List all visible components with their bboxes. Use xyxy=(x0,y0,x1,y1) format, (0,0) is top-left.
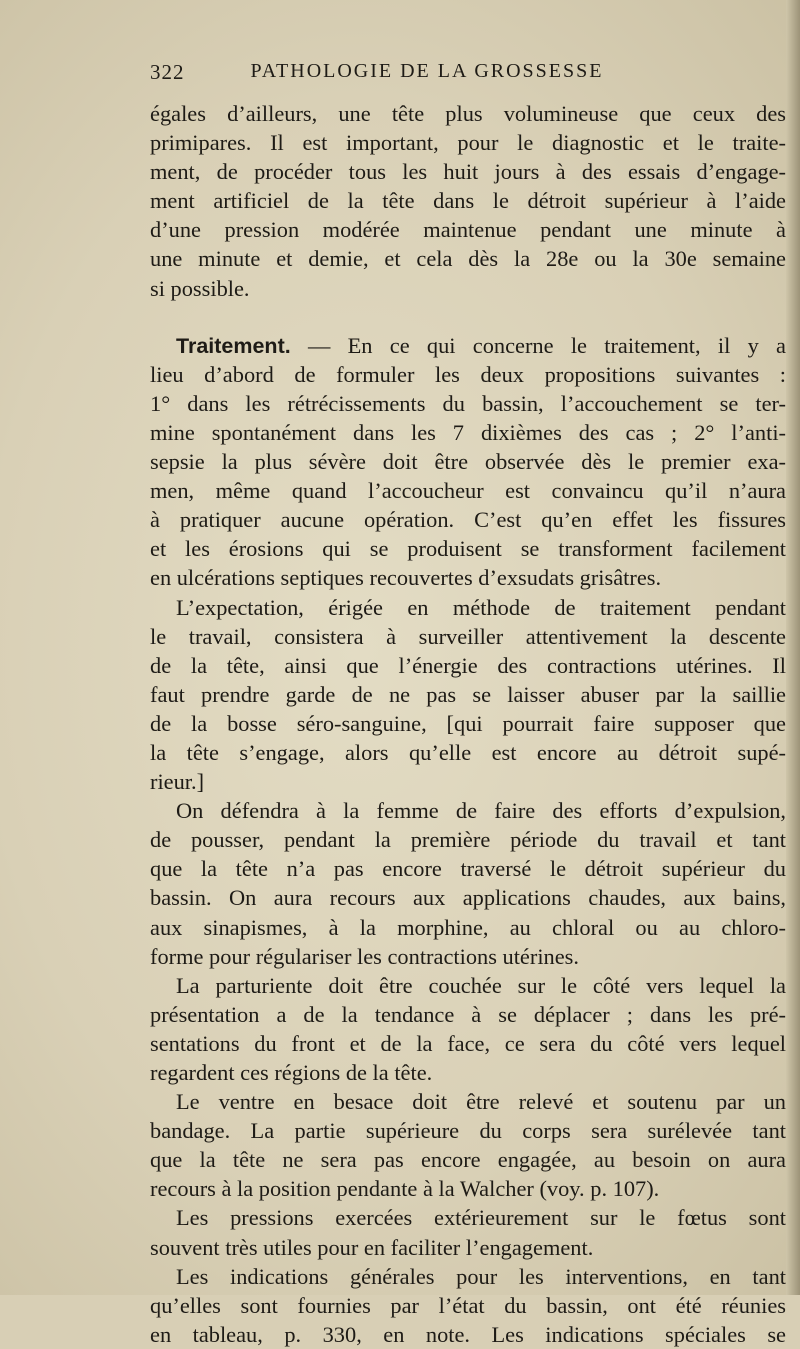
text-line: Les pressions exercées extérieurement sur le fœtus sont xyxy=(176,1205,786,1231)
text-line: qu’elles sont fournies par l’état du bassin, ont été réunies xyxy=(150,1292,786,1318)
text-line: On défendra à la femme de faire des efforts d’expulsion, xyxy=(176,798,786,824)
text-line: si possible. xyxy=(150,275,250,301)
body-text xyxy=(150,99,786,1349)
text-line: Le ventre en besace doit être relevé et soutenu par un xyxy=(176,1089,786,1115)
text-line: de la tête, ainsi que l’énergie des contractions utérines. Il xyxy=(150,652,786,678)
text-line: Les indications générales pour les interventions, en tant xyxy=(176,1263,786,1289)
text-line: recours à la position pendante à la Walcher (voy. p. 107). xyxy=(150,1176,660,1202)
text-line: en ulcérations septiques recouvertes d’exsudats grisâtres. xyxy=(150,565,662,591)
text-line: sepsie la plus sévère doit être observée dès le premier exa- xyxy=(150,449,786,475)
text-line: bassin. On aura recours aux applications chaudes, aux bains, xyxy=(150,885,786,911)
text-line: et les érosions qui se produisent se transforment facilement xyxy=(150,536,786,562)
text-line: primipares. Il est important, pour le diagnostic et le traite- xyxy=(150,130,786,156)
section-first-line xyxy=(150,331,786,360)
page-number: 322 xyxy=(150,60,185,84)
text-line: forme pour régulariser les contractions utérines. xyxy=(150,943,579,969)
text-line: 1° dans les rétrécissements du bassin, l’accouchement se ter- xyxy=(150,390,786,416)
text-line: lieu d’abord de formuler les deux propositions suivantes : xyxy=(150,361,786,387)
running-title: PATHOLOGIE DE LA GROSSESSE xyxy=(250,60,604,82)
text-line: à pratiquer aucune opération. C’est qu’en effet les fissures xyxy=(150,507,786,533)
text-line: la tête s’engage, alors qu’elle est encore au détroit supé- xyxy=(150,739,786,765)
page-header xyxy=(150,60,644,86)
text-line: présentation a de la tendance à se déplacer ; dans les pré- xyxy=(150,1001,786,1027)
text-line: men, même quand l’accoucheur est convaincu qu’il n’aura xyxy=(150,478,786,504)
text-line: faut prendre garde de ne pas se laisser abuser par la saillie xyxy=(150,681,786,707)
text-line: mine spontanément dans les 7 dixièmes des cas ; 2° l’anti- xyxy=(150,419,786,445)
text-line: égales d’ailleurs, une tête plus volumineuse que ceux des xyxy=(150,101,786,126)
text-line: rieur.] xyxy=(150,769,205,795)
text-line: le travail, consistera à surveiller attentivement la descente xyxy=(150,623,786,649)
paragraph-gap xyxy=(150,303,786,331)
text-line: une minute et demie, et cela dès la 28e ou la 30e semaine xyxy=(150,246,786,272)
text-line: souvent très utiles pour en faciliter l’engagement. xyxy=(150,1234,594,1260)
page-edge-shadow xyxy=(786,0,800,1295)
text-line: de la bosse séro-sanguine, [qui pourrait faire supposer que xyxy=(150,710,786,736)
text-line: ment, de procéder tous les huit jours à des essais d’engage- xyxy=(150,159,786,185)
text-line: sentations du front et de la face, ce sera du côté vers lequel xyxy=(150,1030,786,1056)
text-line: en tableau, p. 330, en note. Les indications spéciales se xyxy=(150,1321,786,1347)
text-line: aux sinapismes, à la morphine, au chloral ou au chloro- xyxy=(150,914,786,940)
text-line: de pousser, pendant la première période du travail et tant xyxy=(150,827,786,853)
text-line: bandage. La partie supérieure du corps sera surélevée tant xyxy=(150,1118,786,1144)
section-heading: Traitement. xyxy=(176,333,291,358)
text-line: d’une pression modérée maintenue pendant une minute à xyxy=(150,217,786,243)
text-line: La parturiente doit être couchée sur le côté vers lequel la xyxy=(176,972,786,998)
text-line: que la tête n’a pas encore traversé le détroit supérieur du xyxy=(150,856,786,882)
text-fragment: — En ce qui concerne le traitement, il y a xyxy=(307,332,786,358)
text-line: regardent ces régions de la tête. xyxy=(150,1060,433,1085)
text-line: L’expectation, érigée en méthode de traitement pendant xyxy=(176,594,786,620)
text-line: que la tête ne sera pas encore engagée, au besoin on aura xyxy=(150,1147,786,1173)
text-line: ment artificiel de la tête dans le détroit supérieur à l’aide xyxy=(150,188,786,214)
